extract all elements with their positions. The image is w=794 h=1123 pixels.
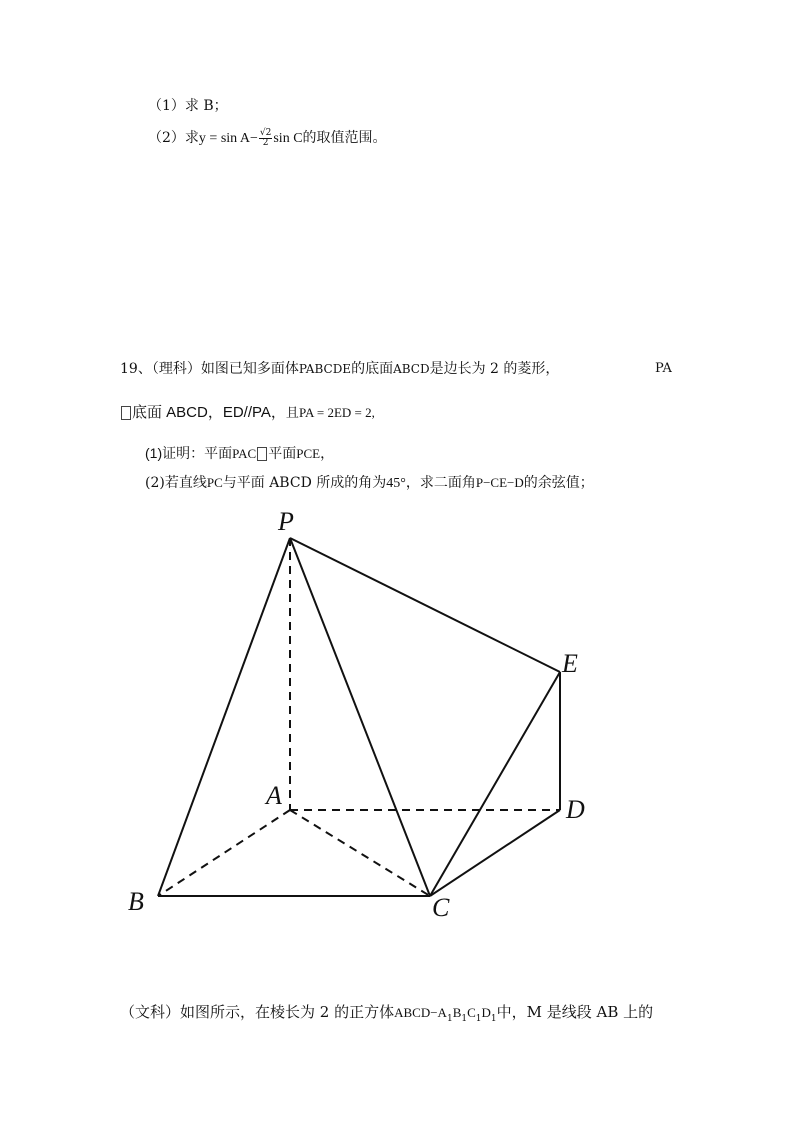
q19-line2-eq: PA = 2ED = 2, (298, 405, 375, 420)
edge-AC-hidden (290, 810, 430, 896)
q19-sub1-b: 平面 (268, 445, 297, 461)
edge-PB (158, 538, 290, 896)
q19-number: 19、 (120, 361, 152, 377)
vertex-label-E: E (562, 649, 578, 678)
q18-part2-expr-b: sin C (273, 131, 303, 146)
wenke-tag: （文科） (120, 1003, 181, 1021)
q19-tag: （理科） (151, 361, 201, 377)
q19-sub2-c: ，求二面角 (405, 475, 476, 491)
q18-fraction-numerator: √2 (259, 127, 272, 138)
q19-pa (655, 359, 672, 379)
q19-sub2-a: (2)若直线 (145, 475, 207, 491)
wenke-sub-c1: 1 (475, 1014, 482, 1024)
wenke-sub-b1: 1 (461, 1014, 468, 1024)
edge-PE (290, 538, 560, 672)
q18-part2 (148, 128, 387, 149)
q19-line2-b: 且 (285, 406, 299, 421)
q19-stem-line1 (120, 359, 559, 379)
wenke-text-a: 如图所示，在棱长为 2 的正方体 (180, 1003, 395, 1021)
vertex-label-D: D (566, 795, 585, 824)
q19-sub2-d: 的余弦值； (523, 475, 594, 491)
q19-sub1-plane2: PCE (296, 446, 321, 461)
q19-poly: PABCDE (298, 362, 352, 376)
vertex-label-A: A (266, 781, 282, 810)
vertex-label-C: C (432, 893, 450, 922)
edge-CD (430, 810, 560, 896)
wenke-sub-a1: 1 (446, 1014, 453, 1024)
q18-part2-suffix: 的取值范围。 (302, 130, 387, 146)
q19-stem-c: 是边长为 2 的菱形， (429, 361, 560, 377)
perpendicular-symbol-icon (121, 406, 131, 420)
q19-sub2-angle: 45° (386, 476, 406, 491)
q19-sub1-a: (1)证明：平面 (145, 445, 233, 461)
q19-base: ABCD (393, 362, 430, 376)
q19-stem-a: 如图已知多面体 (200, 361, 299, 377)
q18-part2-expr-a: y = sin A− (198, 131, 258, 146)
wenke-cube-d: D (481, 1005, 491, 1020)
q19-sub1 (145, 443, 334, 464)
edge-PC (290, 538, 430, 896)
q19-line2-a: 底面 ABCD，ED//PA， (132, 404, 286, 421)
q19-sub1-c: ， (320, 445, 335, 461)
polyhedron-figure (120, 500, 620, 930)
q19-stem-line2 (120, 403, 375, 424)
edge-AB-hidden (158, 810, 290, 896)
q19-sub2-pc: PC (206, 475, 223, 490)
q19-stem-b: 的底面 (351, 361, 394, 377)
vertex-label-P: P (278, 507, 294, 536)
q18-part1-text: （1）求 B； (148, 98, 228, 114)
q19-sub1-plane1: PAC (232, 446, 257, 461)
wenke-text-b: 中，M 是线段 AB 上的 (496, 1003, 654, 1021)
edge-CE (430, 672, 560, 896)
perpendicular-symbol-icon (257, 447, 267, 461)
wenke-cube-c: C (467, 1005, 476, 1020)
wenke-cube-a: ABCD−A (394, 1005, 447, 1020)
wenke-sub-d1: 1 (490, 1014, 497, 1024)
q18-fraction-denominator: 2 (262, 137, 269, 148)
q19-sub2 (145, 473, 594, 494)
q18-part1 (148, 96, 228, 116)
q18-part2-fraction (259, 129, 272, 148)
q18-part2-prefix: （2）求 (148, 130, 199, 146)
wenke-question (120, 1002, 653, 1029)
wenke-cube-b: B (452, 1005, 462, 1020)
vertex-label-B: B (128, 887, 144, 916)
q19-sub2-b: 与平面 ABCD 所成的角为 (222, 475, 387, 491)
q19-pa-text: PA (655, 361, 672, 376)
q19-sub2-dihedral: P−CE−D (475, 475, 524, 490)
